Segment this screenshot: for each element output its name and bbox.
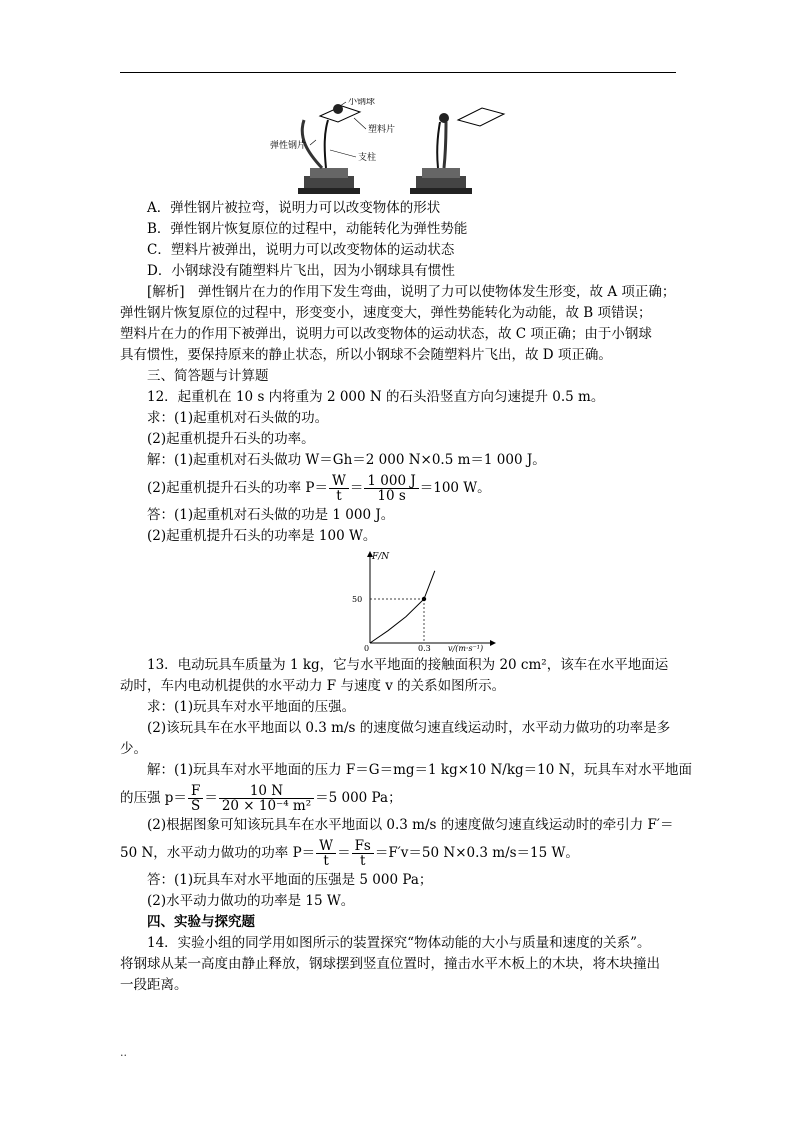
q11-analysis-line-4: 具有惯性，要保持原来的静止状态，所以小钢球不会随塑料片飞出，故 D 项正确。 <box>120 347 612 363</box>
y-axis-label: F/N <box>372 552 390 562</box>
x-tick-0.3: 0.3 <box>418 644 431 653</box>
q13-solution1-line-2: 的压强 p＝ $\frac{F}{S}$ ＝ $\frac{10 N}{\text{20 × 10⁻⁴ m²}}$ ＝5 000 Pa； <box>120 783 402 814</box>
fraction-10n-over-area: $\frac{10 N}{\text{20 × 10⁻⁴ m²}}$ <box>219 784 314 813</box>
footer-dots: .. <box>120 1046 127 1059</box>
left-pillar <box>325 120 328 168</box>
q11-analysis-line-3: 塑料片在力的作用下被弹出，说明力可以改变物体的运动状态，故 C 项正确；由于小钢球 <box>120 326 652 342</box>
force-velocity-graph-wrap <box>120 547 676 655</box>
fraction-fs-over-t: $\frac{Fs}{t}$ <box>352 839 374 868</box>
document-page <box>120 80 692 996</box>
force-velocity-curve <box>370 571 435 643</box>
q13-solution2-line-1: (2)根据图象可知该玩具车在水平地面以 0.3 m/s 的速度做匀速直线运动时的牵引力 F′＝ <box>147 817 674 833</box>
steel-ball-right <box>439 113 449 123</box>
q12-ask1: 求：(1)起重机对石头做的功。 <box>147 410 329 426</box>
q13-answer2: (2)水平动力做功的功率是 15 W。 <box>147 893 355 909</box>
q11-option-c: C．塑料片被弹出，说明力可以改变物体的运动状态 <box>147 242 455 258</box>
q12-ask2: (2)起重机提升石头的功率。 <box>147 431 315 447</box>
y-tick-50: 50 <box>352 595 363 604</box>
steel-ball-left <box>333 104 343 114</box>
fraction-w-over-t-2: $\frac{W}{t}$ <box>316 839 336 868</box>
fraction-1000j-over-10s: $\frac{1 000 J}{10 s}$ <box>364 474 418 503</box>
q13-ask1: 求：(1)玩具车对水平地面的压强。 <box>147 699 356 715</box>
marked-data-point <box>422 597 426 601</box>
q11-analysis-line-2: 弹性钢片恢复原位的过程中，形变变小，速度变大，弹性势能转化为动能，故 B 项错误； <box>120 305 652 321</box>
q11-option-d: D．小钢球没有随塑料片飞出，因为小钢球具有惯性 <box>147 263 455 279</box>
q14-line-3: 一段距离。 <box>120 977 188 993</box>
q13-stem-line-2: 动时，车内电动机提供的水平动力 F 与速度 v 的关系如图所示。 <box>120 678 506 694</box>
section4-title: 四、实验与探究题 <box>147 914 255 930</box>
left-base <box>304 176 354 190</box>
q14-line-1: 14．实验小组的同学用如图所示的装置探究“物体动能的大小与质量和速度的关系”。 <box>147 935 651 951</box>
force-velocity-graph <box>350 547 500 653</box>
x-axis-label: v/(m·s⁻¹) <box>448 644 484 653</box>
spring-plate-apparatus-figure <box>268 98 528 198</box>
label-pillar: 支柱 <box>358 153 377 163</box>
header-rule <box>120 72 676 73</box>
q12-solution2: (2)起重机提升石头的功率 P＝ $\frac{W}{t}$ ＝ $\frac{1 000 J}{10 s}$ ＝100 W。 <box>147 473 491 504</box>
q11-option-b: B．弹性钢片恢复原位的过程中，动能转化为弹性势能 <box>147 221 468 237</box>
q13-answer1: 答：(1)玩具车对水平地面的压强是 5 000 Pa； <box>147 872 433 888</box>
origin-label: 0 <box>364 644 370 653</box>
right-base <box>416 176 466 190</box>
fraction-f-over-s: $\frac{F}{S}$ <box>188 784 203 813</box>
q13-solution2-line-2: 50 N，水平动力做功的功率 P＝ $\frac{W}{t}$ ＝ $\frac{Fs}{t}$ ＝F′v＝50 N×0.3 m/s＝15 W。 <box>120 838 579 869</box>
q13-solution1-line-1: 解：(1)玩具车对水平地面的压力 F＝G＝mg＝1 kg×10 N/kg＝10 N，玩具车对水平地面 <box>147 762 692 778</box>
q12-solution1: 解：(1)起重机对石头做功 W＝Gh＝2 000 N×0.5 m＝1 000 J。 <box>147 452 546 468</box>
section3-title: 三、简答题与计算题 <box>147 368 269 384</box>
q13-stem-line-1: 13．电动玩具车质量为 1 kg，它与水平地面的接触面积为 20 cm²，该车在水平地面运 <box>147 657 669 673</box>
q12-answer2: (2)起重机提升石头的功率是 100 W。 <box>147 528 377 544</box>
label-spring-plate: 弹性钢片 <box>270 141 307 151</box>
q11-option-a: A．弹性钢片被拉弯，说明力可以改变物体的形状 <box>147 200 441 216</box>
q12-answer1: 答：(1)起重机对石头做的功是 1 000 J。 <box>147 507 395 523</box>
q11-analysis-line-1: [解析] 弹性钢片在力的作用下发生弯曲，说明了力可以使物体发生形变，故 A 项正确； <box>147 284 676 300</box>
plastic-plate-flying <box>458 108 504 126</box>
q12-stem: 12．起重机在 10 s 内将重为 2 000 N 的石头沿竖直方向匀速提升 0.5 m。 <box>147 389 605 405</box>
q13-ask2-line-1: (2)该玩具车在水平地面以 0.3 m/s 的速度做匀速直线运动时，水平动力做功的功率是多 <box>147 720 671 736</box>
q14-line-2: 将钢球从某一高度由静止释放，钢球摆到竖直位置时，撞击水平木板上的木块，将木块撞出 <box>120 956 660 972</box>
fraction-w-over-t: $\frac{W}{t}$ <box>329 474 349 503</box>
label-plastic-plate: 塑料片 <box>368 125 396 135</box>
q13-ask2-line-2: 少。 <box>120 741 147 757</box>
label-ball: 小钢球 <box>348 98 376 107</box>
